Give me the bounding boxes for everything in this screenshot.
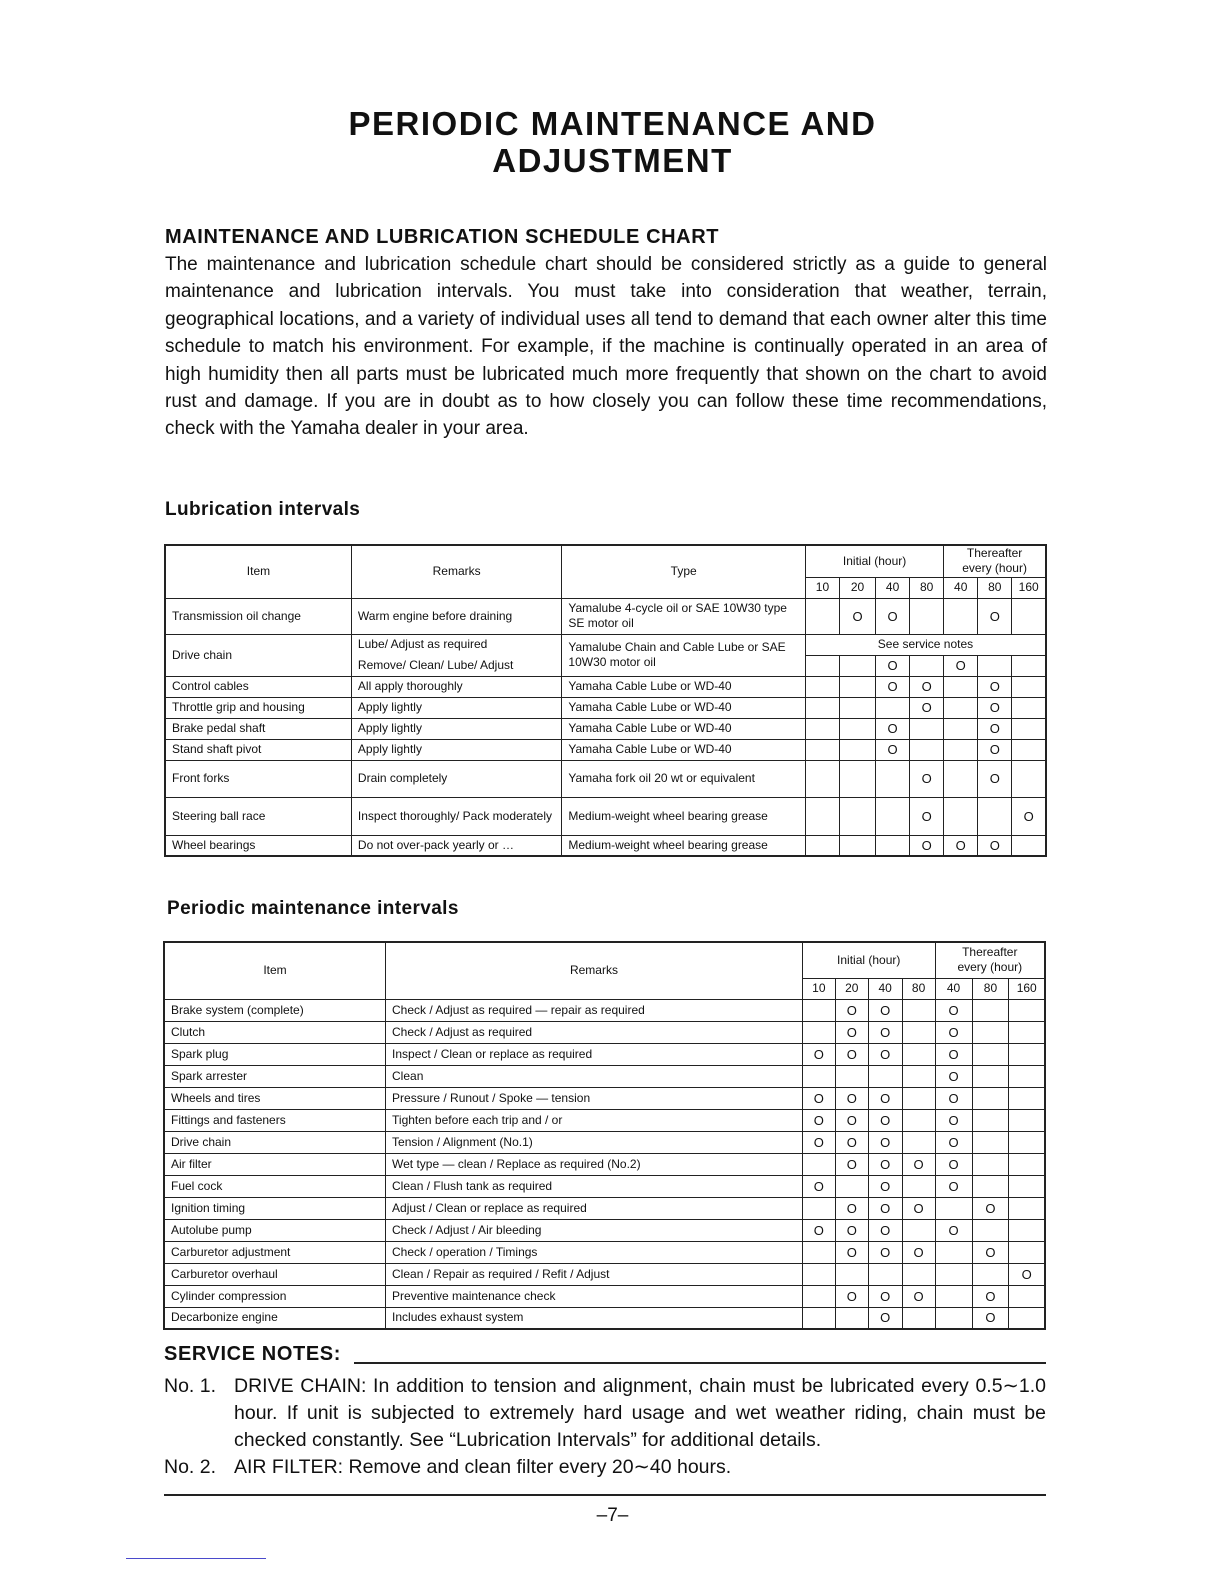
table-row xyxy=(164,1043,1045,1065)
remarks-cell: Remove/ Clean/ Lube/ Adjust xyxy=(351,655,561,676)
interval-mark: O xyxy=(868,1043,902,1065)
interval-mark: O xyxy=(868,1109,902,1131)
interval-mark: O xyxy=(802,1131,835,1153)
item-cell: Brake pedal shaft xyxy=(165,718,351,739)
header-initial-80: 80 xyxy=(902,978,935,999)
interval-mark: O xyxy=(835,1109,868,1131)
interval-mark: O xyxy=(935,999,972,1021)
header-remarks: Remarks xyxy=(386,942,803,999)
interval-mark: O xyxy=(935,1219,972,1241)
lubrication-heading: Lubrication intervals xyxy=(165,499,361,520)
item-cell: Cylinder compression xyxy=(164,1285,386,1307)
interval-mark: O xyxy=(868,999,902,1021)
table-row xyxy=(164,1109,1045,1131)
interval-mark: O xyxy=(802,1109,835,1131)
remarks-cell: Pressure / Runout / Spoke — tension xyxy=(386,1087,803,1109)
interval-mark: O xyxy=(868,1241,902,1263)
remarks-cell: Check / Adjust as required — repair as required xyxy=(386,999,803,1021)
remarks-cell: Apply lightly xyxy=(351,718,561,739)
remarks-cell: All apply thoroughly xyxy=(351,676,561,697)
interval-mark: O xyxy=(978,676,1012,697)
item-cell: Wheel bearings xyxy=(165,835,351,856)
interval-mark: O xyxy=(902,1153,935,1175)
remarks-cell: Wet type — clean / Replace as required (No.2) xyxy=(386,1153,803,1175)
item-cell: Stand shaft pivot xyxy=(165,739,351,760)
table-row xyxy=(165,718,1046,739)
interval-mark: O xyxy=(835,1153,868,1175)
table-row xyxy=(164,999,1045,1021)
table-row xyxy=(164,1307,1045,1329)
remarks-cell: Clean xyxy=(386,1065,803,1087)
item-cell: Drive chain xyxy=(164,1131,386,1153)
item-cell: Fittings and fasteners xyxy=(164,1109,386,1131)
interval-mark: O xyxy=(802,1043,835,1065)
remarks-cell: Tension / Alignment (No.1) xyxy=(386,1131,803,1153)
remarks-cell: Includes exhaust system xyxy=(386,1307,803,1329)
interval-mark: O xyxy=(835,1219,868,1241)
service-notes-ref: See service notes xyxy=(805,634,1046,655)
header-thereafter: Thereafter every (hour) xyxy=(935,942,1045,978)
service-notes-title: SERVICE NOTES: xyxy=(164,1343,341,1365)
interval-mark: O xyxy=(978,697,1012,718)
note-text: DRIVE CHAIN: In addition to tension and alignment, chain must be lubricated every 0.5∼1.0 hour. If unit is subjected to extremely hard usage and wet weather riding, chain must be checked constantly. See “Lubrication Intervals” for additional details. xyxy=(234,1375,1046,1451)
header-initial-40: 40 xyxy=(876,577,910,598)
interval-mark: O xyxy=(876,655,910,676)
interval-mark: O xyxy=(835,1043,868,1065)
interval-mark: O xyxy=(978,760,1012,797)
item-cell: Clutch xyxy=(164,1021,386,1043)
type-cell: Medium-weight wheel bearing grease xyxy=(562,835,806,856)
section-title: MAINTENANCE AND LUBRICATION SCHEDULE CHART xyxy=(165,226,720,248)
interval-mark: O xyxy=(835,1241,868,1263)
header-initial-10: 10 xyxy=(802,978,835,999)
item-cell: Autolube pump xyxy=(164,1219,386,1241)
interval-mark: O xyxy=(978,835,1012,856)
remarks-cell: Check / Adjust / Air bleeding xyxy=(386,1219,803,1241)
interval-mark: O xyxy=(978,718,1012,739)
item-cell: Decarbonize engine xyxy=(164,1307,386,1329)
table-row xyxy=(164,1197,1045,1219)
interval-mark: O xyxy=(910,835,944,856)
remarks-cell: Warm engine before draining xyxy=(351,598,561,634)
interval-mark: O xyxy=(868,1285,902,1307)
header-initial: Initial (hour) xyxy=(805,545,943,577)
item-cell: Spark plug xyxy=(164,1043,386,1065)
interval-mark: O xyxy=(835,1131,868,1153)
remarks-cell: Do not over-pack yearly or … xyxy=(351,835,561,856)
interval-mark: O xyxy=(972,1307,1009,1329)
table-row xyxy=(164,1065,1045,1087)
type-cell: Medium-weight wheel bearing grease xyxy=(562,797,806,835)
interval-mark: O xyxy=(972,1241,1009,1263)
interval-mark: O xyxy=(902,1197,935,1219)
interval-mark: O xyxy=(910,697,944,718)
interval-mark: O xyxy=(935,1065,972,1087)
table-row xyxy=(164,1263,1045,1285)
item-cell: Steering ball race xyxy=(165,797,351,835)
remarks-cell: Inspect / Clean or replace as required xyxy=(386,1043,803,1065)
header-thereafter-80: 80 xyxy=(972,978,1009,999)
interval-mark: O xyxy=(935,1043,972,1065)
table-row xyxy=(164,1153,1045,1175)
item-cell: Transmission oil change xyxy=(165,598,351,634)
interval-mark: O xyxy=(902,1241,935,1263)
interval-mark: O xyxy=(868,1021,902,1043)
interval-mark: O xyxy=(876,676,910,697)
interval-mark: O xyxy=(1012,797,1046,835)
interval-mark: O xyxy=(868,1131,902,1153)
interval-mark: O xyxy=(910,676,944,697)
item-cell: Ignition timing xyxy=(164,1197,386,1219)
header-item: Item xyxy=(165,545,351,598)
page-number: –7– xyxy=(596,1505,629,1526)
service-note-2 xyxy=(164,1454,1046,1482)
header-item: Item xyxy=(164,942,386,999)
interval-mark: O xyxy=(835,999,868,1021)
note-number: No. 1. xyxy=(164,1375,217,1397)
table-row xyxy=(164,1285,1045,1307)
type-cell: Yamalube 4-cycle oil or SAE 10W30 type SE motor oil xyxy=(562,598,806,634)
table-row xyxy=(165,697,1046,718)
item-cell: Control cables xyxy=(165,676,351,697)
type-cell: Yamaha Cable Lube or WD-40 xyxy=(562,718,806,739)
type-cell: Yamaha Cable Lube or WD-40 xyxy=(562,739,806,760)
type-cell: Yamaha Cable Lube or WD-40 xyxy=(562,676,806,697)
header-thereafter: Thereafter every (hour) xyxy=(944,545,1046,577)
interval-mark: O xyxy=(835,1197,868,1219)
table-row xyxy=(164,1021,1045,1043)
interval-mark: O xyxy=(868,1307,902,1329)
interval-mark: O xyxy=(835,1021,868,1043)
table-row xyxy=(164,1131,1045,1153)
interval-mark: O xyxy=(868,1087,902,1109)
header-thereafter-40: 40 xyxy=(944,577,978,598)
note-number: No. 2. xyxy=(164,1456,217,1478)
interval-mark: O xyxy=(935,1021,972,1043)
lubrication-table xyxy=(164,544,1047,857)
interval-mark: O xyxy=(944,835,978,856)
table-row xyxy=(165,797,1046,835)
table-row xyxy=(165,634,1046,655)
interval-mark: O xyxy=(902,1285,935,1307)
interval-mark: O xyxy=(978,739,1012,760)
item-cell: Carburetor adjustment xyxy=(164,1241,386,1263)
table-row xyxy=(164,1219,1045,1241)
header-initial-20: 20 xyxy=(840,577,876,598)
intro-paragraph: The maintenance and lubrication schedule chart should be considered strictly as a guide to general maintenance and lubrication intervals. You must take into consideration that weather, terrain, geographical locations, and a variety of individual uses all tend to demand that each owner alter this time schedule to match his environment. For example, if the machine is continually operated in an area of high humidity then all parts must be lubricated much more frequently that shown on the chart to avoid rust and damage. If you are in doubt as to how closely you can follow these time recommendations, check with the Yamaha dealer in your area. xyxy=(165,254,1047,440)
interval-mark: O xyxy=(935,1087,972,1109)
type-cell: Yamalube Chain and Cable Lube or SAE 10W30 motor oil xyxy=(562,634,806,676)
bottom-rule xyxy=(164,1494,1046,1496)
periodic-heading: Periodic maintenance intervals xyxy=(167,898,459,919)
item-cell: Carburetor overhaul xyxy=(164,1263,386,1285)
header-initial-40: 40 xyxy=(868,978,902,999)
table-row xyxy=(165,676,1046,697)
header-initial-10: 10 xyxy=(805,577,839,598)
item-cell: Air filter xyxy=(164,1153,386,1175)
interval-mark: O xyxy=(935,1109,972,1131)
remarks-cell: Drain completely xyxy=(351,760,561,797)
remarks-cell: Inspect thoroughly/ Pack moderately xyxy=(351,797,561,835)
interval-mark: O xyxy=(944,655,978,676)
header-initial-80: 80 xyxy=(910,577,944,598)
table-row xyxy=(164,1241,1045,1263)
header-initial: Initial (hour) xyxy=(802,942,935,978)
note-text: AIR FILTER: Remove and clean filter every 20∼40 hours. xyxy=(234,1456,732,1478)
interval-mark: O xyxy=(835,1087,868,1109)
interval-mark: O xyxy=(802,1175,835,1197)
interval-mark: O xyxy=(978,598,1012,634)
interval-mark: O xyxy=(868,1175,902,1197)
header-type: Type xyxy=(562,545,806,598)
type-cell: Yamaha Cable Lube or WD-40 xyxy=(562,697,806,718)
interval-mark: O xyxy=(935,1131,972,1153)
table-row xyxy=(165,760,1046,797)
remarks-cell: Apply lightly xyxy=(351,739,561,760)
item-cell: Wheels and tires xyxy=(164,1087,386,1109)
interval-mark: O xyxy=(802,1219,835,1241)
header-initial-20: 20 xyxy=(835,978,868,999)
table-row xyxy=(164,1087,1045,1109)
header-thereafter-160: 160 xyxy=(1009,978,1045,999)
interval-mark: O xyxy=(868,1197,902,1219)
interval-mark: O xyxy=(972,1197,1009,1219)
notes-rule xyxy=(354,1362,1046,1364)
interval-mark: O xyxy=(1009,1263,1045,1285)
interval-mark: O xyxy=(935,1153,972,1175)
table-row xyxy=(165,835,1046,856)
header-remarks: Remarks xyxy=(351,545,561,598)
table-row xyxy=(164,1175,1045,1197)
remarks-cell: Adjust / Clean or replace as required xyxy=(386,1197,803,1219)
interval-mark: O xyxy=(876,718,910,739)
periodic-table xyxy=(163,941,1046,1330)
item-cell: Brake system (complete) xyxy=(164,999,386,1021)
type-cell: Yamaha fork oil 20 wt or equivalent xyxy=(562,760,806,797)
item-cell: Fuel cock xyxy=(164,1175,386,1197)
remarks-cell: Lube/ Adjust as required xyxy=(351,634,561,655)
remarks-cell: Check / Adjust as required xyxy=(386,1021,803,1043)
remarks-cell: Clean / Repair as required / Refit / Adjust xyxy=(386,1263,803,1285)
interval-mark: O xyxy=(868,1153,902,1175)
remarks-cell: Apply lightly xyxy=(351,697,561,718)
interval-mark: O xyxy=(935,1175,972,1197)
table-row xyxy=(165,739,1046,760)
interval-mark: O xyxy=(910,760,944,797)
item-cell: Drive chain xyxy=(165,634,351,676)
interval-mark: O xyxy=(868,1219,902,1241)
footer-underline xyxy=(126,1558,266,1559)
remarks-cell: Preventive maintenance check xyxy=(386,1285,803,1307)
interval-mark: O xyxy=(876,739,910,760)
header-thereafter-80: 80 xyxy=(978,577,1012,598)
interval-mark: O xyxy=(840,598,876,634)
page-title-line-1: PERIODIC MAINTENANCE AND xyxy=(348,105,877,142)
interval-mark: O xyxy=(835,1285,868,1307)
item-cell: Front forks xyxy=(165,760,351,797)
interval-mark: O xyxy=(910,797,944,835)
remarks-cell: Check / operation / Timings xyxy=(386,1241,803,1263)
item-cell: Throttle grip and housing xyxy=(165,697,351,718)
header-thereafter-40: 40 xyxy=(935,978,972,999)
interval-mark: O xyxy=(972,1285,1009,1307)
remarks-cell: Tighten before each trip and / or xyxy=(386,1109,803,1131)
interval-mark: O xyxy=(876,598,910,634)
item-cell: Spark arrester xyxy=(164,1065,386,1087)
table-row xyxy=(165,598,1046,634)
header-thereafter-160: 160 xyxy=(1012,577,1046,598)
interval-mark: O xyxy=(802,1087,835,1109)
remarks-cell: Clean / Flush tank as required xyxy=(386,1175,803,1197)
page-title-line-2: ADJUSTMENT xyxy=(492,142,733,179)
